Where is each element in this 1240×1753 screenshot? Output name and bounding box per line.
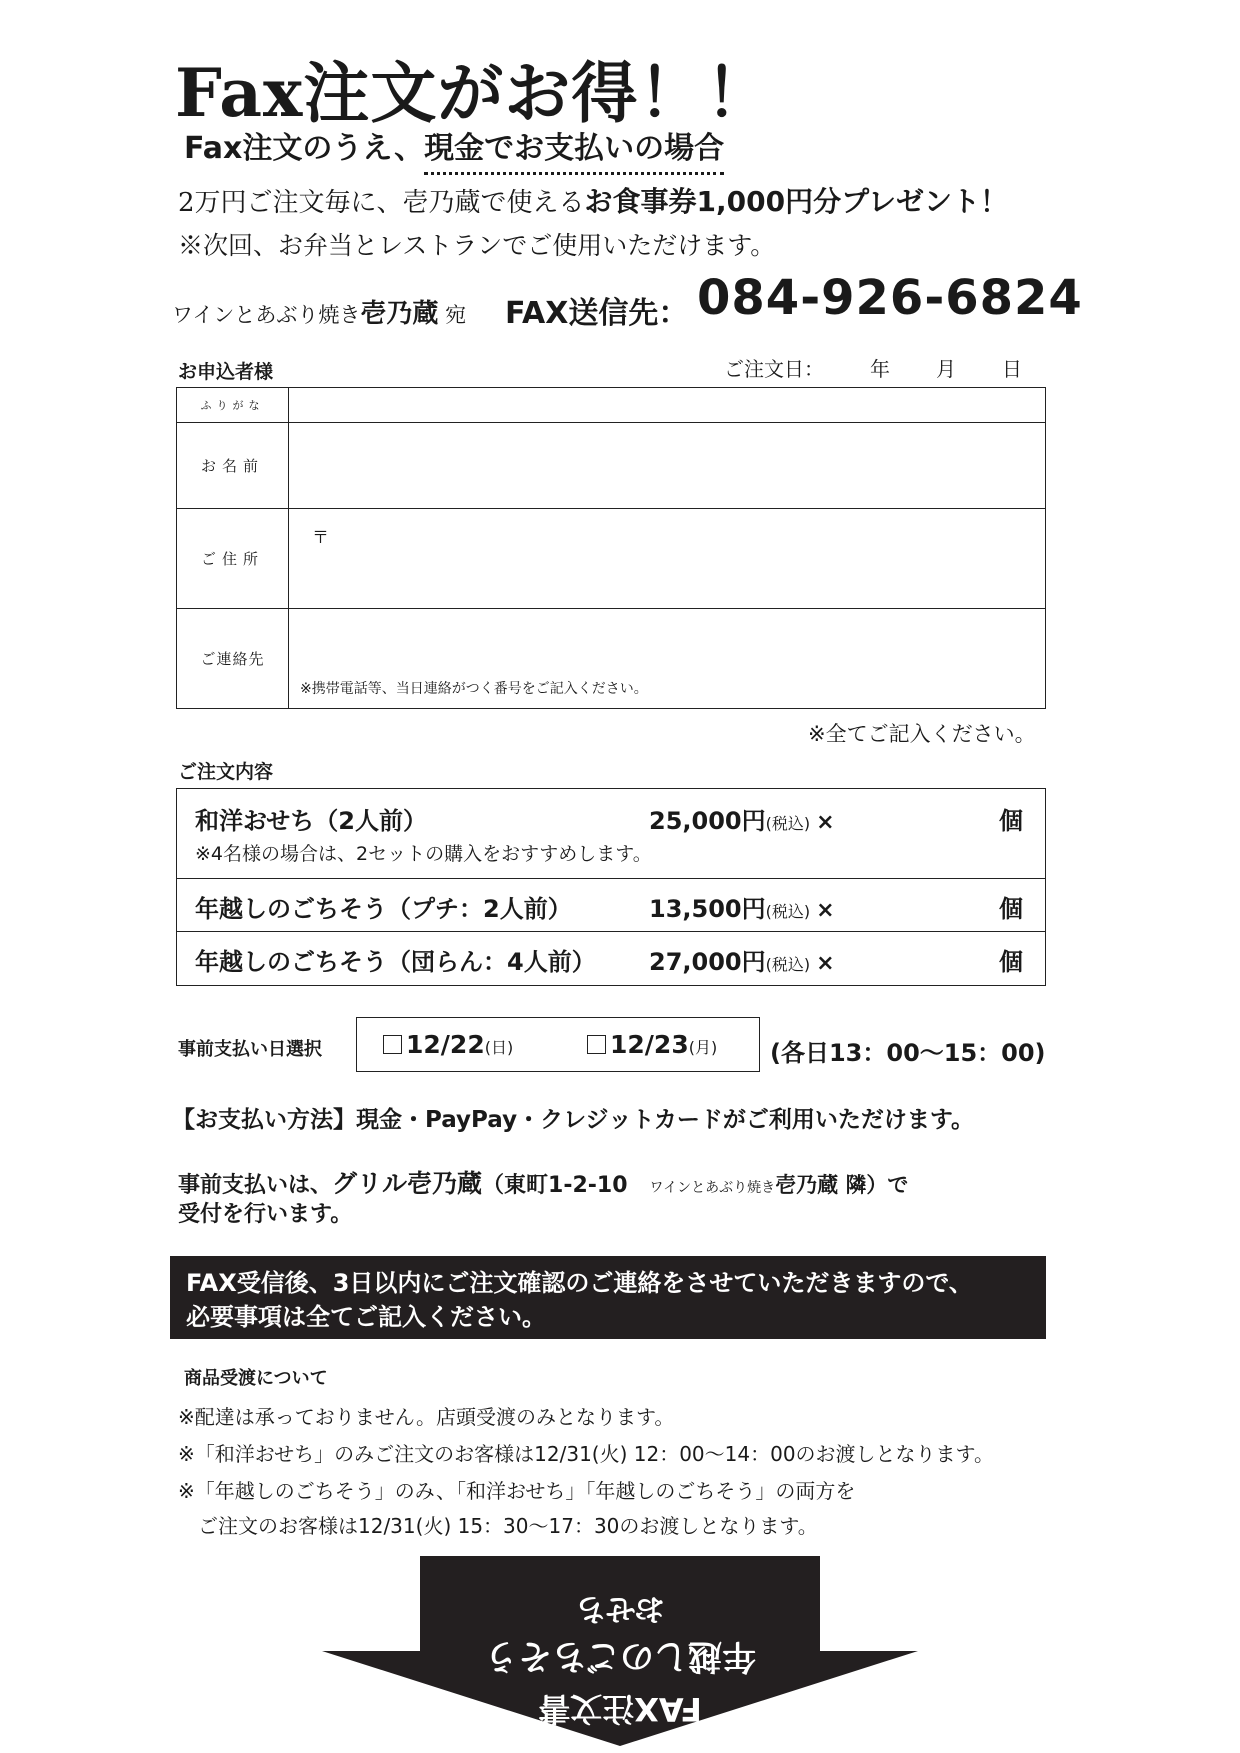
down-arrow: [322, 1556, 918, 1746]
prepay-date-box: [356, 1017, 760, 1072]
times-sign: ×: [816, 951, 835, 976]
promo-line: [178, 180, 1008, 220]
tax-label: (税込): [765, 902, 811, 921]
promo-bold: お食事券1,000円分プレゼント！: [584, 185, 1008, 218]
order-row: [177, 879, 1045, 932]
order-date[interactable]: [724, 353, 1022, 382]
prepay-weekday: (日): [484, 1038, 514, 1057]
price-value: 13,500円: [649, 895, 766, 923]
subtitle-underlined: 現金でお支払いの場合: [424, 131, 724, 175]
order-date-label: ご注文日：: [724, 357, 824, 381]
notice-line-2: 必要事項は全てご記入ください。: [186, 1303, 546, 1331]
postal-mark: 〒: [312, 528, 329, 548]
delivery-heading: 商品受渡について: [184, 1368, 328, 1389]
address-label: ご住所: [177, 509, 289, 608]
tax-label: (税込): [765, 814, 811, 833]
prepay-weekday: (月): [688, 1038, 718, 1057]
notice-banner: [170, 1256, 1046, 1339]
order-table: [176, 788, 1046, 986]
addressee-shop: 壱乃蔵: [360, 299, 439, 329]
prepay-date: 12/22: [406, 1030, 485, 1059]
order-date-year: 年: [870, 357, 890, 381]
address-row: [177, 509, 1045, 609]
addressee-suffix: 宛: [438, 303, 467, 327]
prepay-heading: 事前支払い日選択: [178, 1039, 322, 1060]
order-item-name: 和洋おせち（2人前）: [195, 807, 427, 835]
address-field[interactable]: [290, 509, 1045, 608]
times-sign: ×: [816, 810, 835, 835]
prepay-option-1223[interactable]: [587, 1030, 717, 1059]
fax-number: 084-926-6824: [697, 270, 1083, 326]
arrow-text-toshikoshi: 年越しのごちそう: [484, 1636, 756, 1676]
prepay-option-1222[interactable]: [383, 1030, 513, 1059]
contact-note: ※携帯電話等、当日連絡がつく番号をご記入ください。: [300, 681, 648, 697]
order-item-note: ※4名様の場合は、2セットの購入をおすすめします。: [195, 843, 652, 865]
quantity-field[interactable]: 個: [999, 948, 1023, 976]
prepay-line2: 受付を行います。: [178, 1202, 353, 1227]
addressee-prefix: ワインとあぶり焼き: [172, 303, 361, 327]
fax-label: FAX送信先：: [505, 296, 689, 331]
contact-label: ご連絡先: [177, 609, 289, 708]
quantity-field[interactable]: 個: [999, 895, 1023, 923]
subtitle-prefix: Fax注文のうえ、: [184, 131, 425, 166]
name-row: [177, 423, 1045, 509]
prepay-hours: (各日13：00～15：00): [770, 1039, 1046, 1067]
delivery-line: ご注文のお客様は12/31(火) 15：30～17：30のお渡しとなります。: [178, 1514, 818, 1538]
delivery-line: ※「年越しのごちそう」のみ、「和洋おせち」「年越しのごちそう」の両方を: [178, 1479, 856, 1503]
furigana-field[interactable]: [290, 388, 1045, 422]
checkbox-icon[interactable]: [587, 1035, 606, 1054]
delivery-line: ※「和洋おせち」のみご注文のお客様は12/31(火) 12：00～14：00のお渡しとなります。: [178, 1442, 994, 1466]
price-value: 25,000円: [649, 807, 766, 835]
payment-methods: 【お支払い方法】現金・PayPay・クレジットカードがご利用いただけます。: [172, 1107, 974, 1133]
order-row: [177, 932, 1045, 985]
contact-field[interactable]: [290, 609, 1045, 708]
prepay-small: ワインとあぶり焼き: [649, 1180, 776, 1196]
contact-row: [177, 609, 1045, 708]
applicant-heading: お申込者様: [178, 361, 274, 383]
order-heading: ご注文内容: [178, 761, 274, 783]
prepay-location: [178, 1164, 908, 1200]
order-item-price: [649, 942, 835, 977]
order-item-name: 年越しのごちそう（プチ：2人前）: [195, 895, 572, 923]
order-row: [177, 789, 1045, 879]
quantity-field[interactable]: 個: [999, 807, 1023, 835]
price-value: 27,000円: [649, 948, 766, 976]
prepay-prefix: 事前支払いは、: [178, 1173, 333, 1198]
promo-text: 2万円ご注文毎に、壱乃蔵で使える: [178, 188, 585, 218]
times-sign: ×: [816, 898, 835, 923]
grill-name: グリル壱乃蔵: [332, 1169, 483, 1198]
checkbox-icon[interactable]: [383, 1035, 402, 1054]
prepay-shop: 壱乃蔵 隣）で: [775, 1173, 909, 1197]
furigana-row: [177, 388, 1045, 423]
name-field[interactable]: [290, 423, 1045, 508]
page-title: Fax注文がお得！！: [175, 54, 773, 132]
promo-note: ※次回、お弁当とレストランでご使用いただけます。: [178, 231, 776, 260]
prepay-date: 12/23: [610, 1030, 689, 1059]
applicant-form: [176, 387, 1046, 709]
arrow-text-osechi: おせち: [575, 1591, 665, 1626]
tax-label: (税込): [765, 955, 811, 974]
order-item-name: 年越しのごちそう（団らん：4人前）: [195, 948, 596, 976]
notice-line-1: FAX受信後、3日以内にご注文確認のご連絡をさせていただきますので、: [186, 1269, 973, 1297]
order-date-day: 日: [1002, 357, 1022, 381]
order-item-price: [649, 801, 835, 836]
furigana-label: ふりがな: [177, 388, 289, 422]
order-date-month: 月: [936, 357, 956, 381]
arrow-text: [322, 1556, 918, 1746]
delivery-line: ※配達は承っておりません。店頭受渡のみとなります。: [178, 1405, 675, 1429]
arrow-text-fax-order: FAX注文書: [538, 1690, 702, 1728]
prepay-address: （東町1-2-10: [482, 1173, 628, 1198]
fill-all-note: ※全てご記入ください。: [808, 722, 1036, 746]
subtitle: [184, 123, 724, 167]
order-item-price: [649, 889, 835, 924]
name-label: お名前: [177, 423, 289, 508]
addressee: [172, 293, 466, 330]
